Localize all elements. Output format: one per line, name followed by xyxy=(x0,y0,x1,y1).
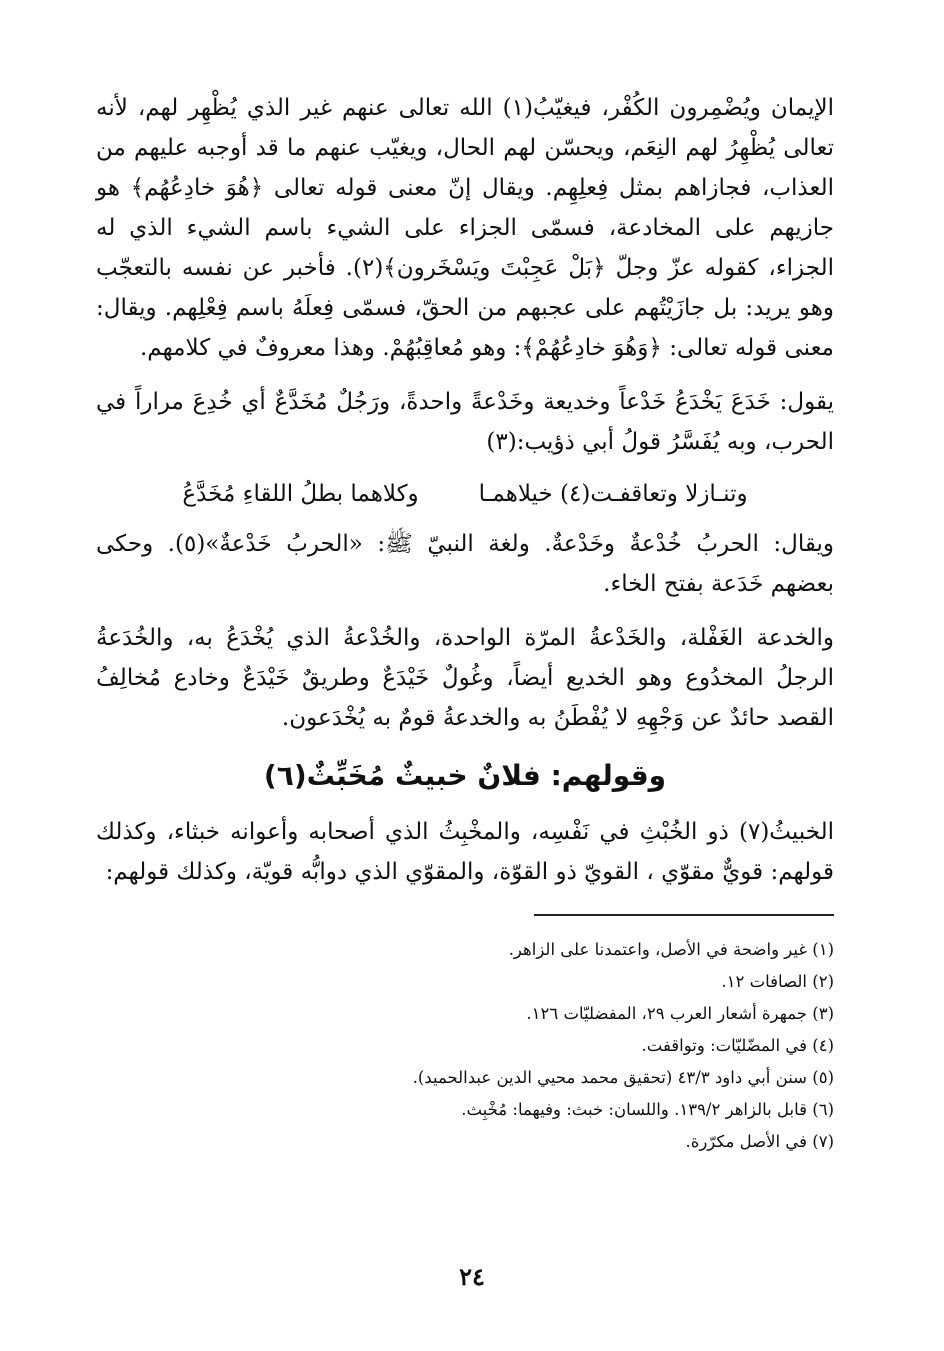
page-number: ٢٤ xyxy=(459,1262,485,1291)
footnote-3: (٣) جمهرة أشعار العرب ٢٩، المفضليّات ١٢٦. xyxy=(526,1004,834,1023)
footnote-5: (٥) سنن أبي داود ٤٣/٣ (تحقيق محمد محيي الدين عبدالحميد). xyxy=(412,1068,834,1087)
footnote-1: (١) غير واضحة في الأصل، واعتمدنا على الزاهر. xyxy=(508,940,834,959)
footnote-7: (٧) في الأصل مكرّرة. xyxy=(685,1132,834,1151)
footnote-6: (٦) قابل بالزاهر ١٣٩/٢. واللسان: خبث: وفيهما: مُخْبِث. xyxy=(461,1100,834,1119)
verse-first-hemistich: وتنـازلا وتعاقفـت(٤) خيلاهمـا xyxy=(478,481,748,507)
verse-second-hemistich: وكلاهما بطلُ اللقاءِ مُخَدَّعُ xyxy=(182,481,419,507)
footnote-2: (٢) الصافات ١٢. xyxy=(721,972,834,991)
paragraph-3: ويقال: الحربُ خُدْعةٌ وخَدْعةٌ. ولغة النبيّ ﷺ: «الحربُ خَدْعةٌ»(٥). وحكى بعضهم خَدَعة بفتح الخاء. xyxy=(96,531,835,597)
paragraph-1: الإيمان ويُضْمِرون الكُفْر، فيغيّبُ(١) الله تعالى عنهم غير الذي يُظْهِر لهم، لأنه تعالى يُظْهِرُ لهم النِعَم، ويحسّن لهم الحال، ويغيّب عنهم ما قد أوجبه عليهم من العذاب، فجازاهم بمثل فِعلِهِم. ويقال إنّ معنى قوله تعالى ﴿هُوَ خادِعُهُم﴾ هو جازيهم على المخادعة، فسمّى الجزاء على الشيء باسم الشيء الذي له الجزاء، كقوله عزّ وجلّ ﴿بَلْ عَجِبْتَ ويَسْخَرون﴾(٢). فأخبر عن نفسه بالتعجّب وهو يريد: بل جازَيْتُهم على عجبهم من الحقّ، فسمّى فِعلَهُ باسم فِعْلِهم. ويقال: معنى قوله تعالى: ﴿وَهُوَ خادِعُهُمْ﴾: وهو مُعاقِبُهُمْ. وهذا معروفٌ في كلامهم. xyxy=(96,95,835,361)
footnote-divider xyxy=(534,914,834,916)
footnote-4: (٤) في المضّليّات: وتواقفت. xyxy=(641,1036,834,1055)
paragraph-4: والخدعة الغَفْلة، والخَدْعةُ المرّة الواحدة، والخُدْعةُ الذي يُخْدَعُ به، والخُدَعةُ الرجلُ المخدُوع وهو الخديع أيضاً، وغُولٌ خَيْدَعٌ وطريقٌ خَيْدَعٌ وخادع مُخالِفُ القصد حائدٌ عن وَجْهِهِ لا يُفْطَنُ به والخدعةُ قومٌ به يُخْدَعون. xyxy=(96,625,834,731)
footnotes-list xyxy=(96,934,834,1158)
paragraph-2: يقول: خَدَعَ يَخْدَعُ خَدْعاً وخديعة وخَدْعةً واحدةً، ورَجُلٌ مُخَدَّعٌ أي خُدِعَ مراراً في الحرب، وبه يُفَسَّرُ قولُ أبي ذؤيب:(٣) xyxy=(96,389,834,455)
poetry-verse xyxy=(96,474,834,514)
paragraph-5: الخبيثُ(٧) ذو الخُبْثِ في نَفْسِه، والمخْبِثُ الذي أصحابه وأعوانه خبثاء، وكذلك قولهم: قويٌّ مقوّي ، القويّ ذو القوّة، والمقوّي الذي دوابُّه قويّة، وكذلك قولهم: xyxy=(96,819,834,885)
section-heading: وقولهم: فلانٌ خبيثٌ مُخَبِّثٌ(٦) xyxy=(263,759,667,792)
